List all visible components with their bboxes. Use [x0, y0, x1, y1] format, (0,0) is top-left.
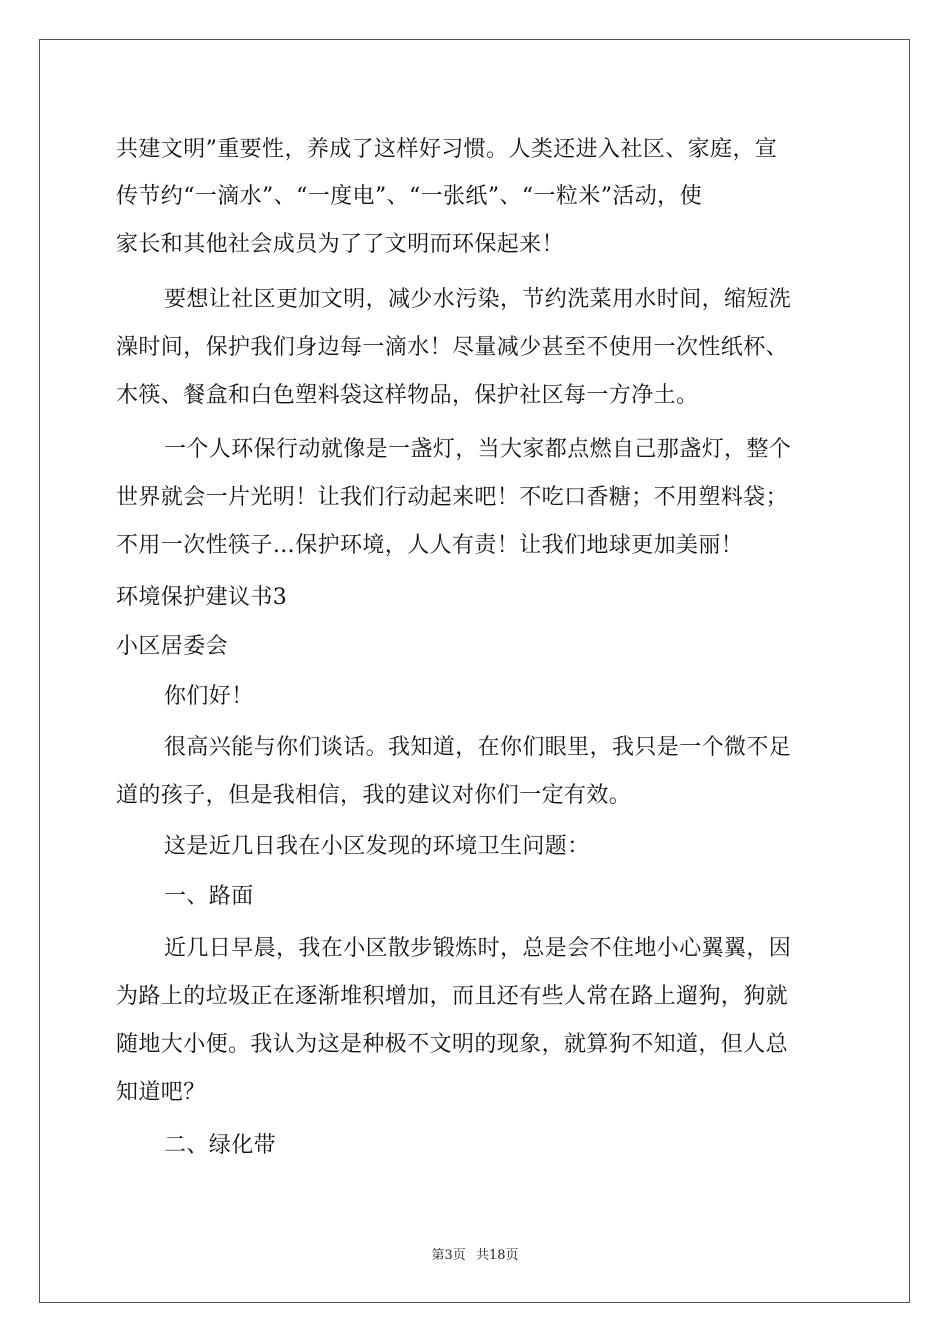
paragraph-line: 随地大小便。我认为这是种极不文明的现象，就算狗不知道，但人总 — [116, 1032, 789, 1057]
paragraph-line: 不用一次性筷子…保护环境，人人有责！让我们地球更加美丽！ — [116, 533, 744, 558]
addressee: 小区居委会 — [116, 634, 229, 659]
list-heading: 二、绿化带 — [164, 1133, 277, 1158]
paragraph-line: 这是近几日我在小区发现的环境卫生问题： — [164, 834, 590, 859]
paragraph-line: 一个人环保行动就像是一盏灯，当大家都点燃自己那盏灯，整个 — [164, 437, 792, 462]
page-number: 第3页 — [431, 1248, 466, 1263]
paragraph-line: 共建文明”重要性，养成了这样好习惯。人类还进入社区、家庭，宣 — [116, 137, 778, 162]
greeting: 你们好！ — [164, 684, 254, 709]
paragraph-line: 传节约“一滴水”、“一度电”、“一张纸”、“一粒米”活动，使 — [116, 184, 702, 209]
paragraph-line: 澡时间，保护我们身边每一滴水！尽量减少甚至不使用一次性纸杯、 — [116, 335, 789, 360]
section-title: 环境保护建议书3 — [116, 585, 288, 610]
paragraph-line: 近几日早晨，我在小区散步锻炼时，总是会不住地小心翼翼，因 — [164, 936, 792, 961]
paragraph-line: 为路上的垃圾正在逐渐堆积增加，而且还有些人常在路上遛狗，狗就 — [116, 984, 789, 1009]
paragraph-line: 要想让社区更加文明，减少水污染，节约洗菜用水时间，缩短洗 — [164, 287, 792, 312]
paragraph-line: 道的孩子，但是我相信，我的建议对你们一定有效。 — [116, 783, 632, 808]
page-frame — [39, 39, 910, 1303]
paragraph-line: 木筷、餐盒和白色塑料袋这样物品，保护社区每一方净土。 — [116, 383, 699, 408]
page-total: 共18页 — [475, 1248, 519, 1263]
list-heading: 一、路面 — [164, 884, 254, 909]
paragraph-line: 家长和其他社会成员为了了文明而环保起来！ — [116, 232, 565, 257]
paragraph-line: 很高兴能与你们谈话。我知道，在你们眼里，我只是一个微不足 — [164, 735, 792, 760]
paragraph-line: 知道吧？ — [116, 1080, 206, 1105]
paragraph-line: 世界就会一片光明！让我们行动起来吧！不吃口香糖；不用塑料袋； — [116, 485, 789, 510]
page-footer — [0, 1248, 950, 1264]
